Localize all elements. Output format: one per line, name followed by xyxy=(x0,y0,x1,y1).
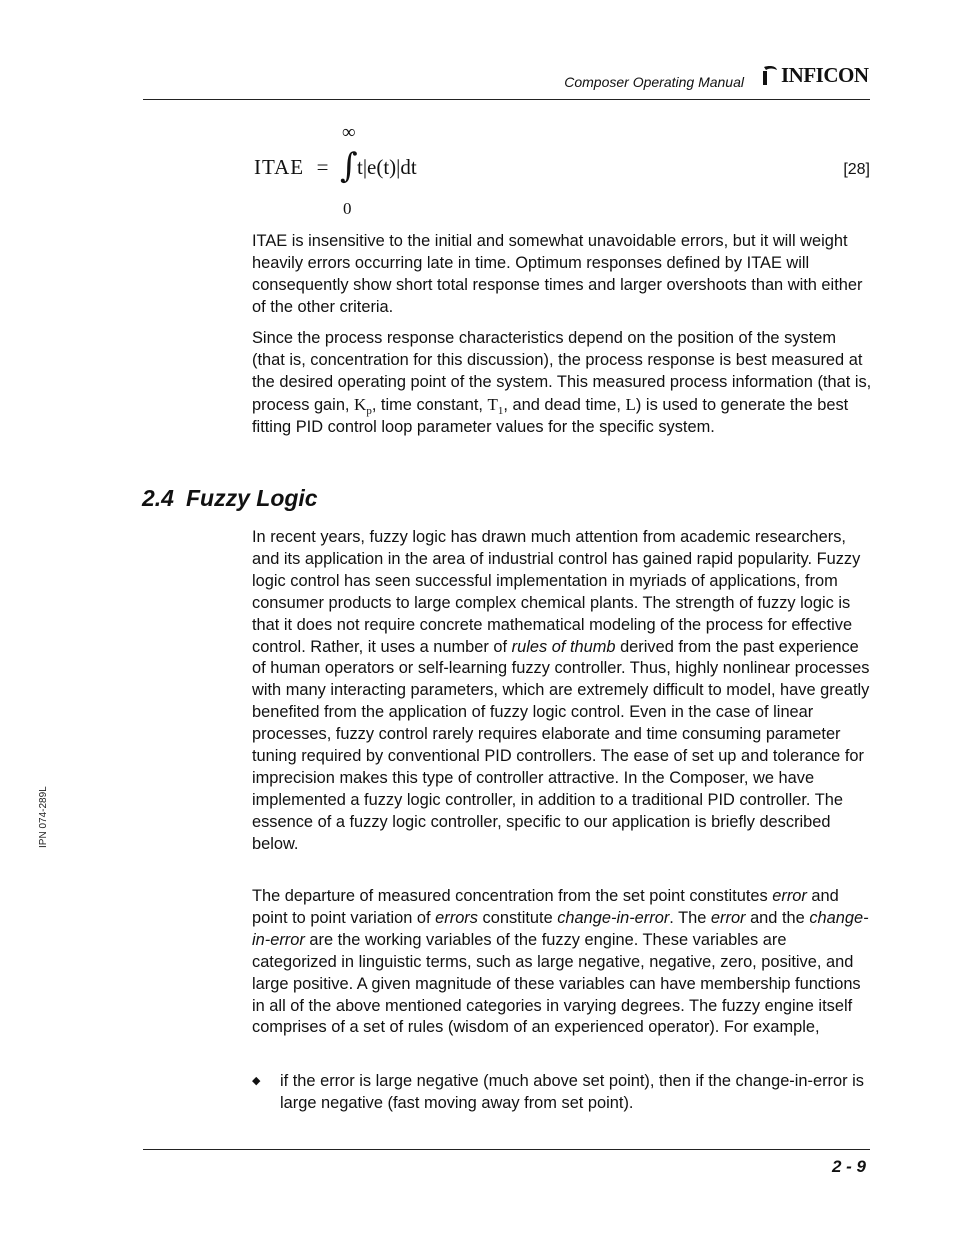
text-run: ) is used to generate the best fitting PID control loop parameter values for the specific system. xyxy=(252,395,849,436)
symbol-t1 xyxy=(487,394,504,417)
symbol-l: L xyxy=(625,394,636,414)
section-number: 2.4 xyxy=(142,485,174,511)
symbol-kp-base: K xyxy=(354,394,367,414)
section-title: Fuzzy Logic xyxy=(185,485,318,511)
symbol-kp-subscript: p xyxy=(366,404,372,417)
text-run: . The xyxy=(669,908,711,927)
text-run: In recent years, fuzzy logic has drawn much attention from academic researchers, and its application in the area of industrial control has gained rapid popularity. Fuzzy logic control has seen successful implementation in myriads of applications, from consumer products to large complex chemical plants. The strength of fuzzy logic is that it does not require concrete mathematical modeling of the process for effective control. Rather, it uses a number of xyxy=(252,528,861,656)
emphasis-rules-of-thumb: rules of thumb xyxy=(511,637,616,656)
page-number: 2 - 9 xyxy=(831,1157,866,1176)
text-run: , time constant, xyxy=(371,395,488,414)
equation-integrand: t|e(t)|dt xyxy=(357,155,417,179)
emphasis-errors: errors xyxy=(435,908,478,927)
symbol-t1-base: T xyxy=(487,394,498,414)
paragraph-fuzzy-variables xyxy=(252,886,872,1039)
emphasis-error: error xyxy=(710,908,746,927)
text-run: and point to point variation of xyxy=(252,887,839,927)
logo-text: INFICON xyxy=(781,62,869,87)
bullet-text: if the error is large negative (much above set point), then if the change-in-error is large negative (fast moving away from set point). xyxy=(280,1072,864,1112)
text-run: are the working variables of the fuzzy engine. These variables are categorized in linguistic terms, such as large negative, negative, zero, positive, and large positive. A given magnitude of these variables can have membership functions in all of the above mentioned categories in varying degrees. The fuzzy engine itself comprises of a set of rules (wisdom of an experienced operator). For example, xyxy=(252,930,861,1037)
paragraph-fuzzy-logic-intro xyxy=(252,527,872,856)
text-run: derived from the past experience of human operators or self-learning fuzzy controller. Thus, highly nonlinear processes with many interacting parameters, which are extremely difficult to model, have greatly benefited from the application of fuzzy logic control. Even in the case of linear processes, fuzzy control rarely requires elaborate and time consuming parameter tuning required by conventional PID controllers. The ease of set up and tolerance for imprecision makes this type of controller attractive. In the Composer, we have implemented a fuzzy logic controller, in addition to a traditional PID controller. The essence of a fuzzy logic controller, specific to our application is briefly described below. xyxy=(252,637,870,853)
inficon-logo xyxy=(760,63,869,87)
emphasis-change-in-error: change-in-error xyxy=(252,908,869,949)
itae-equation xyxy=(254,122,870,222)
diamond-bullet-icon: ◆ xyxy=(252,1075,261,1087)
paragraph-process-response xyxy=(252,328,872,439)
text-run: constitute xyxy=(477,908,558,927)
footer-rule xyxy=(143,1149,870,1150)
integral-upper-limit: ∞ xyxy=(342,122,356,143)
emphasis-change-in-error: change-in-error xyxy=(557,908,670,927)
text-run: The departure of measured concentration from the set point constitutes xyxy=(252,887,773,905)
document-id-label: IPN 074-289L xyxy=(38,786,49,848)
inficon-logo-icon xyxy=(760,64,778,86)
symbol-kp xyxy=(354,394,372,417)
text-run: Since the process response characteristics depend on the position of the system (that is, concentration for this discussion), the process response is best measured at the desired operating point of the system. This measured process information (that is, process gain, xyxy=(252,329,872,414)
section-heading xyxy=(142,485,318,512)
header-rule xyxy=(143,99,870,100)
paragraph-itae-description: ITAE is insensitive to the initial and somewhat unavoidable errors, but it will weight heavily errors occurring late in time. Optimum responses defined by ITAE will consequently show short total response times and larger overshoots than with either of the other criteria. xyxy=(252,232,863,316)
integral-lower-limit: 0 xyxy=(343,199,352,218)
text-run: , and dead time, xyxy=(503,395,626,414)
equation-number: [28] xyxy=(843,161,870,178)
symbol-t1-subscript: 1 xyxy=(497,404,504,417)
text-run: and the xyxy=(745,908,810,927)
equation-lhs: ITAE = xyxy=(254,155,330,179)
integral-sign: ∫ xyxy=(340,146,358,186)
running-header-title: Composer Operating Manual xyxy=(564,74,744,90)
emphasis-error: error xyxy=(772,887,807,905)
